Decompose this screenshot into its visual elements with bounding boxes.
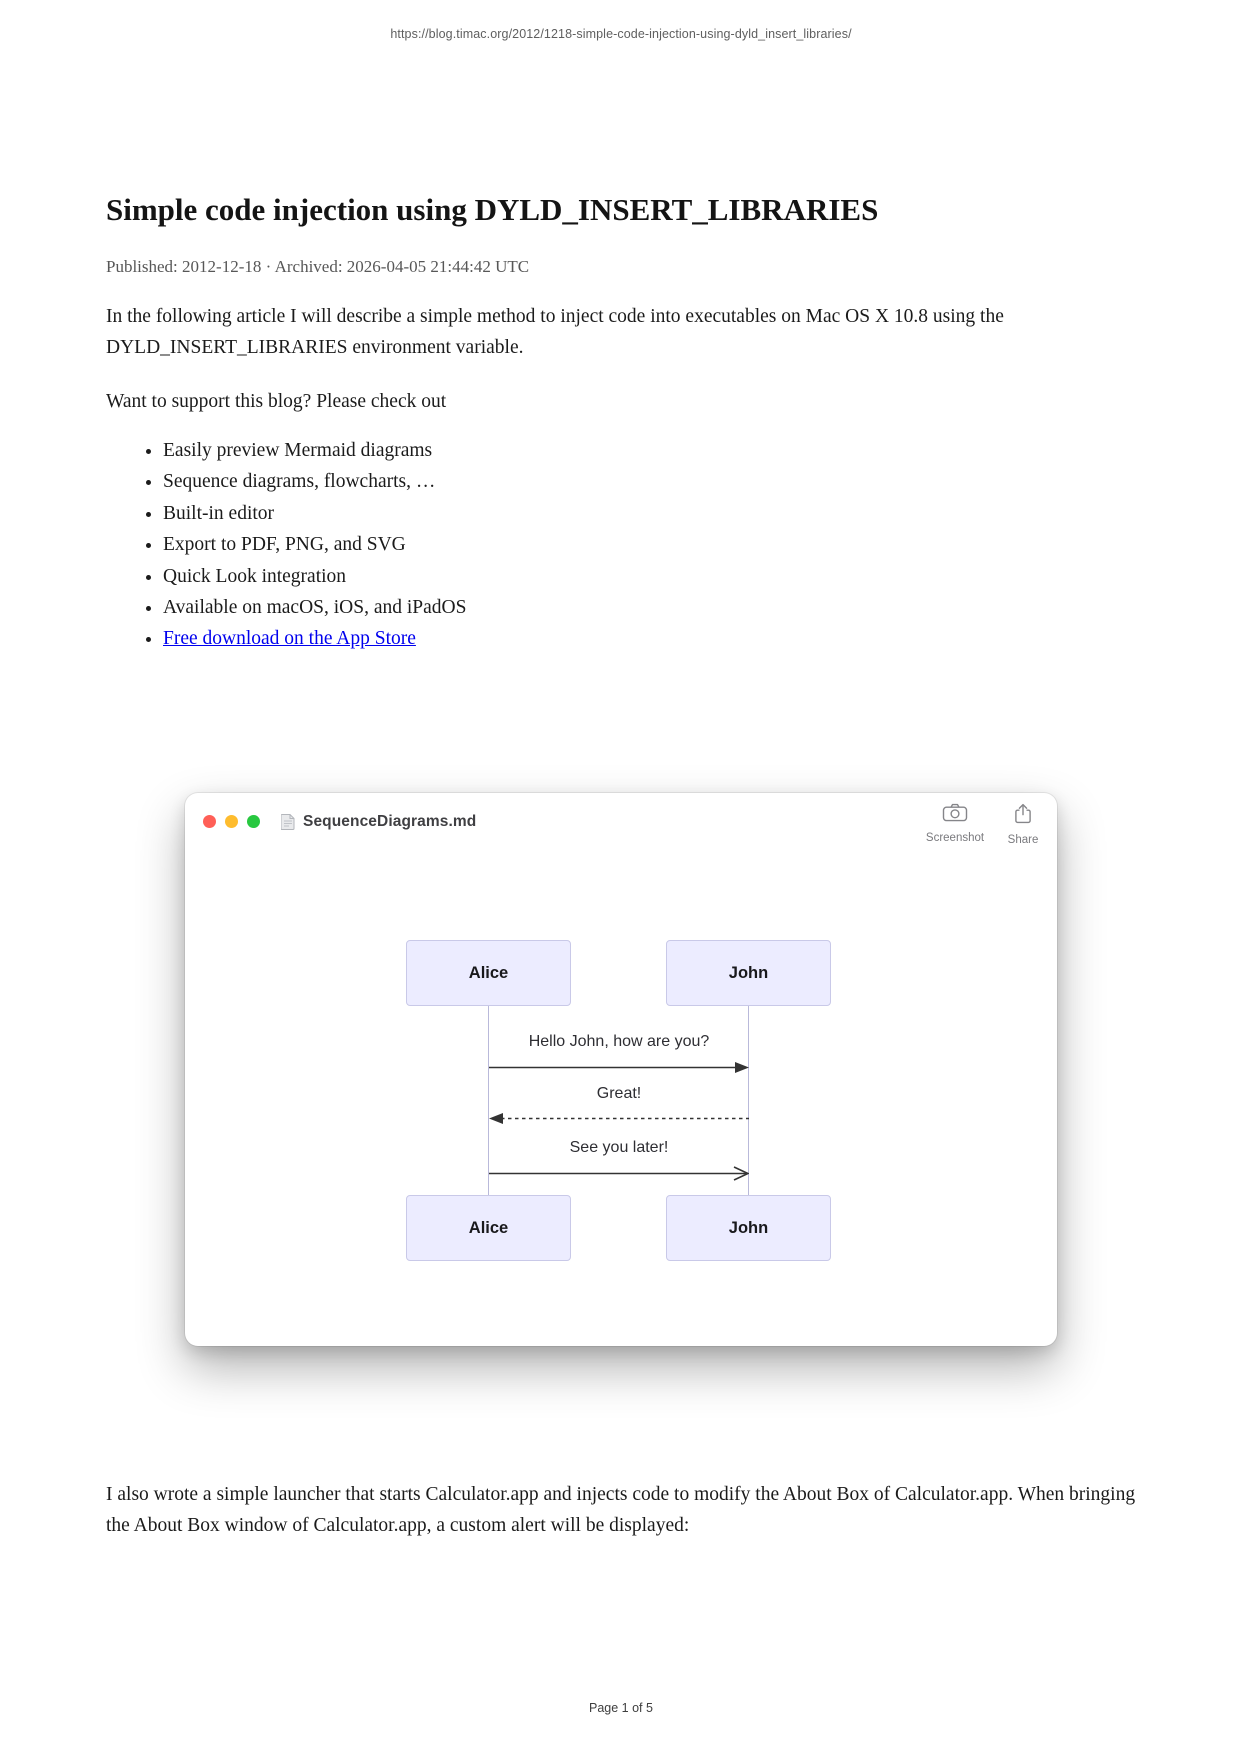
solid-arrow-right-icon bbox=[489, 1061, 749, 1079]
window-title: SequenceDiagrams.md bbox=[303, 813, 477, 830]
share-button[interactable] bbox=[981, 803, 1065, 846]
message-label: Great! bbox=[596, 1085, 642, 1102]
list-item: • Quick Look integration bbox=[163, 561, 1140, 592]
app-window bbox=[185, 793, 1057, 1346]
zoom-button[interactable] bbox=[247, 815, 260, 828]
list-item bbox=[163, 623, 1140, 654]
support-feature-list bbox=[106, 435, 1140, 655]
page-url: https://blog.timac.org/2012/1218-simple-code-injection-using-dyld_insert_libraries/ bbox=[390, 27, 852, 41]
list-item: • Available on macOS, iOS, and iPadOS bbox=[163, 592, 1140, 623]
document-icon bbox=[281, 813, 295, 835]
actor-box-john-bottom: John bbox=[666, 1195, 831, 1261]
actor-box-john-top: John bbox=[666, 940, 831, 1006]
actor-box-alice-top: Alice bbox=[406, 940, 571, 1006]
camera-icon bbox=[942, 803, 968, 827]
page-title: Simple code injection using DYLD_INSERT_LIBRARIES bbox=[106, 192, 879, 227]
share-label: Share bbox=[1007, 834, 1039, 846]
share-icon bbox=[1013, 803, 1033, 829]
screenshot-label: Screenshot bbox=[925, 832, 985, 844]
list-item: • Built-in editor bbox=[163, 498, 1140, 529]
page-number: Page 1 of 5 bbox=[589, 1701, 653, 1715]
list-item: • Sequence diagrams, flowcharts, … bbox=[163, 466, 1140, 497]
article-meta: Published: 2012-12-18 · Archived: 2026-04-05 21:44:42 UTC bbox=[106, 257, 530, 276]
actor-box-alice-bottom: Alice bbox=[406, 1195, 571, 1261]
list-item: • Export to PDF, PNG, and SVG bbox=[163, 529, 1140, 560]
article-outro-paragraph: I also wrote a simple launcher that starts Calculator.app and injects code to modify the About Box of Calculator.app. When bringing the About Box window of Calculator.app, a custom alert will be displayed: bbox=[106, 1484, 1136, 1536]
list-item: • Easily preview Mermaid diagrams bbox=[163, 435, 1140, 466]
support-prompt: Want to support this blog? Please check out bbox=[106, 391, 447, 412]
dashed-arrow-left-icon bbox=[489, 1112, 749, 1130]
message-label: Hello John, how are you? bbox=[528, 1033, 710, 1050]
message-label: See you later! bbox=[569, 1139, 669, 1156]
minimize-button[interactable] bbox=[225, 815, 238, 828]
close-button[interactable] bbox=[203, 815, 216, 828]
open-arrow-right-icon bbox=[489, 1166, 749, 1186]
app-store-link[interactable]: Free download on the App Store bbox=[163, 628, 416, 650]
article-intro-paragraph: In the following article I will describe a simple method to inject code into executables on Mac OS X 10.8 using the DYLD_INSERT_LIBRARIES environment variable. bbox=[106, 306, 1004, 358]
